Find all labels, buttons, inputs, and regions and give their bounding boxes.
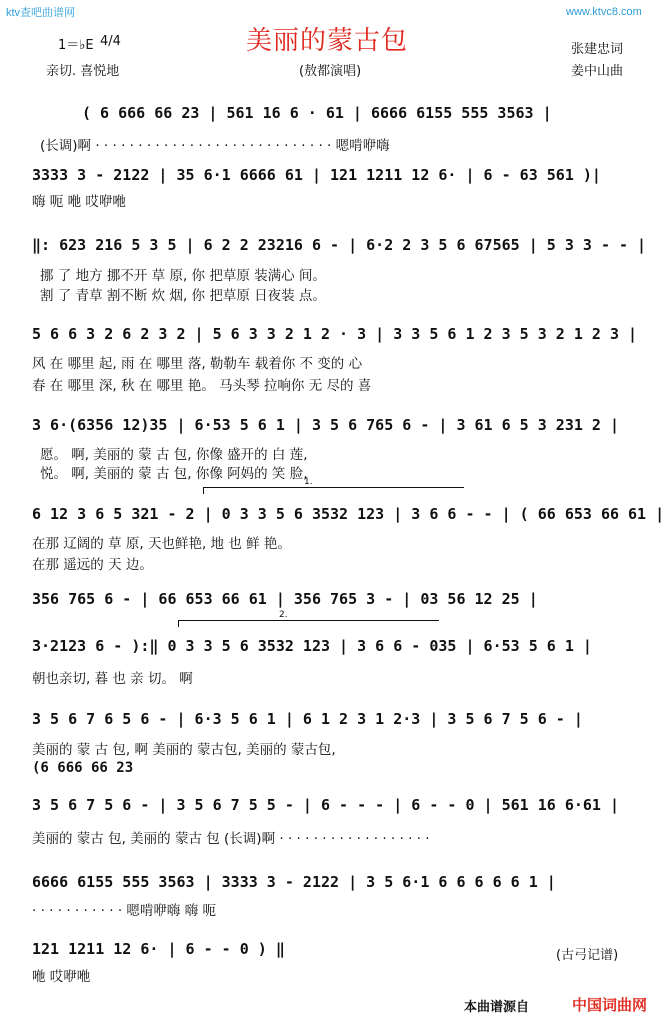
key-signature: 1＝♭E [58, 38, 94, 53]
footer-source-label: 本曲谱源自 [464, 1000, 530, 1015]
score-row-4-lyrics-verse1: 风 在 哪里 起, 雨 在 哪里 落, 勒勒车 载着你 不 变的 心 [32, 356, 363, 372]
score-row-4-lyrics-verse2: 春 在 哪里 深, 秋 在 哪里 艳。 马头琴 拉响你 无 尽的 喜 [32, 378, 372, 394]
score-row-3-lyrics-verse1: 挪 了 地方 挪不开 草 原, 你 把草原 装满心 间。 [40, 268, 326, 284]
score-row-8-lyrics: 朝也亲切, 暮 也 亲 切。 啊 [32, 671, 193, 687]
score-row-10-lyrics: 美丽的 蒙古 包, 美丽的 蒙古 包 (长调)啊 · · · · · · · · · · · · · · · · · · [32, 831, 430, 847]
score-row-5-lyrics-verse2: 悦。 啊, 美丽的 蒙 古 包, 你像 阿妈的 笑 脸, [40, 466, 308, 482]
score-row-1-notes: ( 6 666 66 23 | 561 16 6 · 61 | 6666 6155 555 3563 | [82, 104, 552, 122]
transcriber-credit: (古弓记谱) [556, 948, 619, 963]
score-row-12-notes: 121 1211 12 6· | 6 - - 0 ) ‖ [32, 940, 285, 958]
score-row-3-lyrics-verse2: 割 了 青草 割不断 炊 烟, 你 把草原 日夜装 点。 [40, 288, 326, 304]
score-row-7-notes: 356 765 6 - | 66 653 66 61 | 356 765 3 - | 03 56 12 25 | [32, 590, 538, 608]
score-row-11-lyrics: · · · · · · · · · · · 嗯啃咿嗨 嗨 呃 [32, 903, 216, 919]
watermark-left: ktv查吧曲谱网 [6, 7, 76, 19]
score-row-12-lyrics: 咃 哎咿咃 [32, 969, 91, 985]
score-row-6-lyrics-verse1: 在那 辽阔的 草 原, 天也鲜艳, 地 也 鲜 艳。 [32, 536, 291, 552]
score-row-2-notes: 3333 3 - 2122 | 35 6·1 6666 61 | 121 1211 12 6· | 6 - 63 561 )| [32, 166, 601, 184]
score-row-4-notes: 5 6 6 3 2 6 2 3 2 | 5 6 3 3 2 1 2 · 3 | 3 3 5 6 1 2 3 5 3 2 1 2 3 | [32, 325, 638, 343]
score-row-8-notes: 3·2123 6 - ):‖ 0 3 3 5 6 3532 123 | 3 6 6 - 035 | 6·53 5 6 1 | [32, 637, 592, 655]
singer: (敖都演唱) [299, 64, 362, 79]
volta-bracket-2: 2. [178, 620, 439, 627]
performance-mood: 亲切. 喜悦地 [46, 64, 120, 79]
song-title: 美丽的蒙古包 [246, 26, 409, 56]
watermark-right: www.ktvc8.com [566, 6, 642, 18]
footer-site-link[interactable]: 中国词曲网 [572, 996, 648, 1014]
lyricist: 张建忠词 [571, 42, 624, 57]
score-row-6-lyrics-verse2: 在那 遥远的 天 边。 [32, 557, 153, 573]
score-row-9-notes: 3 5 6 7 6 5 6 - | 6·3 5 6 1 | 6 1 2 3 1 2·3 | 3 5 6 7 5 6 - | [32, 710, 583, 728]
composer: 姜中山曲 [571, 64, 624, 79]
score-row-5-notes: 3 6·(6356 12)35 | 6·53 5 6 1 | 3 5 6 765 6 - | 3 61 6 5 3 231 2 | [32, 416, 619, 434]
score-row-10-notes: 3 5 6 7 5 6 - | 3 5 6 7 5 5 - | 6 - - - | 6 - - 0 | 561 16 6·61 | [32, 796, 619, 814]
score-row-2-lyrics: 嗨 呃 咃 哎咿咃 [32, 194, 126, 210]
score-row-1-lyrics: (长调)啊 · · · · · · · · · · · · · · · · · · · · · · · · · · · · 嗯啃咿嗨 [40, 138, 390, 154]
score-row-9-lyrics: 美丽的 蒙 古 包, 啊 美丽的 蒙古包, 美丽的 蒙古包, [32, 742, 336, 758]
score-row-9-sub-notes: (6 666 66 23 [32, 760, 134, 776]
score-row-3-notes: ‖: 623 216 5 3 5 | 6 2 2 23216 6 - | 6·2 2 3 5 6 67565 | 5 3 3 - - | [32, 236, 647, 254]
time-signature: 4/4 [100, 34, 121, 49]
score-row-11-notes: 6666 6155 555 3563 | 3333 3 - 2122 | 3 5 6·1 6 6 6 6 6 1 | [32, 873, 556, 891]
score-row-5-lyrics-verse1: 愿。 啊, 美丽的 蒙 古 包, 你像 盛开的 白 莲, [40, 447, 308, 463]
volta-bracket-1: 1. [203, 487, 464, 494]
score-row-6-notes: 6 12 3 6 5 321 - 2 | 0 3 3 5 6 3532 123 | 3 6 6 - - | ( 66 653 66 61 | [32, 505, 665, 523]
